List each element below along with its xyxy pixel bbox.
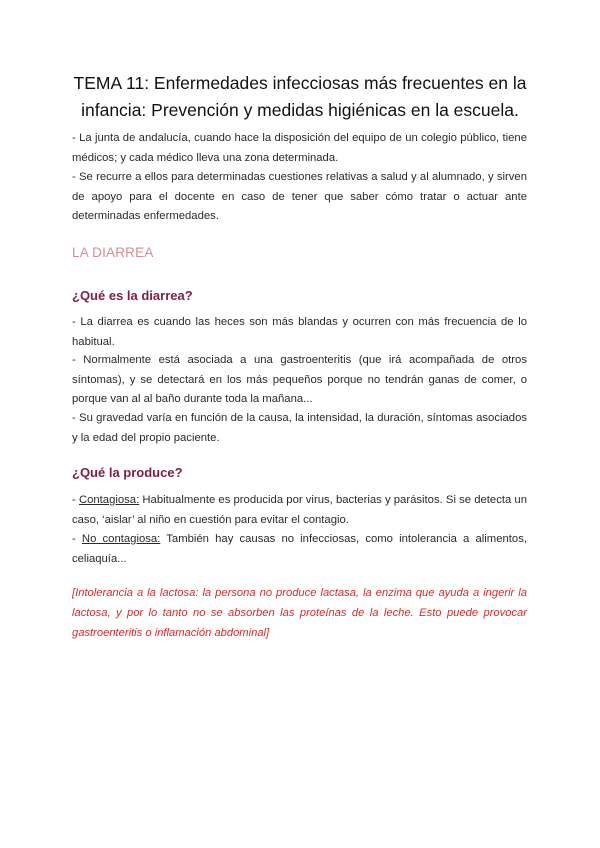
causes-contagious: - Contagiosa: Habitualmente es producida por virus, bacterias y parásitos. Si se detecta un caso, ‘aislar’ al niño en cuestión para evitar el contagio. xyxy=(72,494,528,526)
what-is-paragraph-1: - La diarrea es cuando las heces son más blandas y ocurren con más frecuencia de lo habitual. xyxy=(72,316,527,348)
what-is-paragraph-3: - Su gravedad varía en función de la causa, la intensidad, la duración, síntomas asociados y la edad del propio paciente. xyxy=(72,412,527,444)
non-contagious-text: También hay causas no infecciosas, como intolerancia a alimentos, celiaquía... xyxy=(72,533,527,565)
non-contagious-label: No contagiosa: xyxy=(81,533,161,545)
contagious-text: Habitualmente es producida por virus, bacterias y parásitos. Si se detecta un caso, ‘aislar’ al niño en cuestión para evitar el contagio. xyxy=(72,494,528,526)
intro-paragraph-1: - La junta de andalucía, cuando hace la disposición del equipo de un colegio público, tiene médicos; y cada médico lleva una zona determinada. xyxy=(72,132,527,164)
causes-heading: ¿Qué la produce? xyxy=(72,465,183,480)
what-is-paragraph-2: - Normalmente está asociada a una gastroenteritis (que irá acompañada de otros síntomas), y se detectará en los más pequeños porque no tendrán ganas de comer, o porque van al al baño durante toda la mañana... xyxy=(72,354,527,405)
section-heading: LA DIARREA xyxy=(72,245,154,260)
what-is-heading: ¿Qué es la diarrea? xyxy=(72,288,193,303)
causes-non-contagious: - No contagiosa: También hay causas no infecciosas, como intolerancia a alimentos, celiaquía... xyxy=(72,533,527,565)
lactose-note: [Intolerancia a la lactosa: la persona no produce lactasa, la enzima que ayuda a ingerir la lactosa, y por lo tanto no se absorben las proteínas de la leche. Esto puede provocar gastroenteritis o inflamación abdominal] xyxy=(72,587,527,639)
page-title: TEMA 11: Enfermedades infecciosas más frecuentes en la infancia: Prevención y medidas higiénicas en la escuela. xyxy=(73,73,527,120)
intro-paragraph-2: - Se recurre a ellos para determinadas cuestiones relativas a salud y al alumnado, y sirven de apoyo para el docente en caso de tener que saber cómo tratar o actuar ante determinadas enfermedades. xyxy=(72,171,527,222)
contagious-label: Contagiosa: xyxy=(78,494,140,506)
